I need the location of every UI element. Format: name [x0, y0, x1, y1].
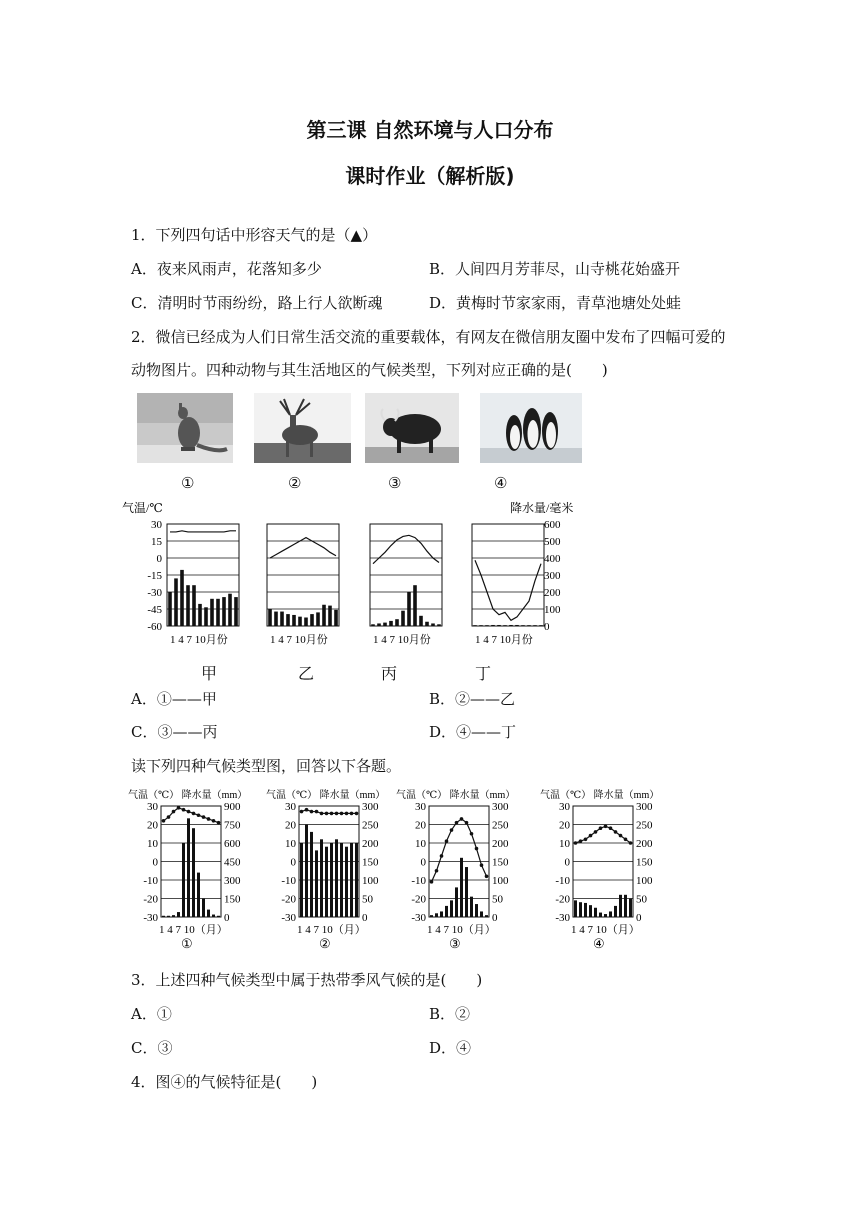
precip-bar — [407, 592, 411, 626]
precip-bar — [210, 599, 214, 626]
temp-tick-label: -20 — [281, 893, 296, 906]
temp-point — [207, 817, 211, 821]
precip-bar — [197, 873, 200, 917]
panel-label-bing: 丙 — [381, 664, 398, 683]
temp-tick-label: -30 — [143, 912, 158, 924]
precip-bar — [431, 623, 435, 626]
precip-tick-label: 300 — [492, 801, 509, 813]
precip-bar — [419, 616, 423, 626]
temp-point — [614, 830, 618, 834]
temp-tick-label: 15 — [151, 536, 162, 548]
precip-bar — [574, 900, 577, 917]
precip-bar — [604, 914, 607, 917]
climate-charts-set-1 — [120, 498, 600, 680]
panel-label-jia: 甲 — [201, 664, 218, 683]
precip-bar — [473, 625, 477, 626]
precip-bar — [172, 915, 175, 917]
temp-tick-label: -15 — [147, 570, 162, 582]
precip-tick-label: 0 — [636, 912, 642, 924]
chart-panel-丁 — [472, 524, 544, 626]
precip-bar — [334, 610, 338, 626]
precip-tick-label: 200 — [636, 838, 653, 850]
month-axis-label: 1 4 7 10（月） — [571, 924, 640, 936]
temp-line — [373, 535, 439, 563]
panel-number-label: ④ — [593, 936, 605, 951]
temp-line — [432, 819, 487, 882]
precip-bar — [182, 843, 185, 917]
precip-bar — [305, 825, 308, 918]
temp-point — [197, 813, 201, 817]
precip-tick-label: 150 — [636, 856, 653, 869]
precip-tick-label: 300 — [636, 801, 653, 813]
penguins-photo — [480, 393, 582, 463]
precip-bar — [345, 847, 348, 917]
month-axis-label: 1 4 7 10（月） — [159, 924, 228, 936]
precip-bar — [330, 843, 333, 917]
temp-point — [485, 875, 489, 879]
q2-option-a: A．①——甲 — [131, 690, 217, 708]
temp-point — [584, 838, 588, 842]
precip-tick-label: 0 — [362, 912, 368, 924]
photo-label-1: ① — [181, 474, 195, 492]
temp-tick-label: -30 — [555, 912, 570, 924]
temp-tick-label: 0 — [564, 856, 570, 869]
temp-point — [187, 810, 191, 814]
month-axis-label: 1 4 7 10月份 — [475, 634, 533, 646]
temp-point — [167, 815, 171, 819]
precip-tick-label: 250 — [636, 819, 653, 832]
precip-tick-label: 250 — [362, 819, 379, 832]
temp-point — [445, 839, 449, 843]
precip-tick-label: 50 — [492, 893, 503, 906]
axis-header: 气温（℃） 降水量（mm） — [396, 790, 516, 801]
precip-bar — [594, 908, 597, 917]
temp-line — [576, 826, 631, 843]
precip-bar — [589, 905, 592, 917]
precip-bar — [187, 818, 190, 917]
month-axis-label: 1 4 7 10（月） — [427, 924, 496, 936]
temp-point — [430, 880, 434, 884]
q2-stem-line2: 动物图片。四种动物与其生活地区的气候类型，下列对应正确的是( ) — [131, 361, 608, 379]
precip-tick-label: 200 — [362, 838, 379, 850]
q1-option-a: A．夜来风雨声，花落知多少 — [131, 260, 322, 278]
precip-bar — [445, 906, 448, 917]
precip-tick-label: 50 — [636, 893, 647, 906]
precip-bar — [491, 625, 495, 626]
precip-bar — [599, 913, 602, 917]
precip-bar — [340, 843, 343, 917]
temp-tick-label: -20 — [143, 893, 158, 906]
precip-bar — [465, 867, 468, 917]
precip-tick-label: 300 — [224, 875, 241, 887]
q4-stem: 4．图④的气候特征是( ) — [131, 1073, 318, 1091]
temp-point — [192, 812, 196, 816]
temp-point — [460, 817, 464, 821]
precip-tick-label: 100 — [492, 875, 509, 887]
precip-tick-label: 50 — [362, 893, 373, 906]
precip-tick-label: 150 — [362, 856, 379, 869]
temp-point — [177, 806, 181, 810]
temp-tick-label: -45 — [147, 604, 162, 616]
precip-bar — [168, 592, 172, 626]
temp-tick-label: -10 — [411, 875, 426, 887]
temp-point — [450, 828, 454, 832]
precip-bar — [509, 625, 513, 626]
precip-bar — [216, 599, 220, 626]
temp-point — [475, 847, 479, 851]
q1-option-b: B．人间四月芳菲尽，山寺桃花始盛开 — [429, 260, 681, 278]
q2-option-d: D．④——丁 — [429, 723, 517, 741]
precip-bar — [377, 623, 381, 626]
page-subtitle: 课时作业（解析版) — [345, 164, 515, 188]
precip-bar — [212, 915, 215, 917]
temp-tick-label: 30 — [285, 801, 296, 813]
precip-tick-label: 150 — [224, 893, 241, 906]
temp-point — [340, 812, 344, 816]
precip-bar — [460, 858, 463, 917]
precip-bar — [192, 828, 195, 917]
precip-bar — [202, 899, 205, 918]
temp-point — [325, 812, 329, 816]
temp-tick-label: 30 — [415, 801, 426, 813]
precip-bar — [395, 619, 399, 626]
precip-tick-label: 0 — [224, 912, 230, 924]
temp-point — [599, 826, 603, 830]
temp-tick-label: 10 — [415, 838, 426, 850]
precip-bar — [401, 611, 405, 626]
month-axis-label: 1 4 7 10月份 — [170, 634, 228, 646]
precip-bar — [286, 614, 290, 626]
precip-bar — [435, 913, 438, 917]
precip-bar — [304, 618, 308, 627]
temp-line — [475, 560, 541, 620]
yak-photo — [365, 393, 459, 463]
precip-bar — [479, 625, 483, 626]
precip-bar — [192, 585, 196, 626]
precip-bar — [325, 847, 328, 917]
precip-tick-label: 600 — [224, 838, 241, 850]
temp-tick-label: -10 — [281, 875, 296, 887]
temp-point — [162, 819, 166, 823]
precip-bar — [198, 604, 202, 626]
q1-option-c: C．清明时节雨纷纷，路上行人欲断魂 — [131, 294, 383, 312]
q3-option-b: B．② — [429, 1005, 471, 1023]
precip-bar — [371, 624, 375, 626]
precip-bar — [455, 887, 458, 917]
precip-bar — [609, 911, 612, 917]
precip-tick-label: 750 — [224, 819, 241, 832]
chart-panel-① — [161, 806, 221, 917]
precip-tick-label: 300 — [362, 801, 379, 813]
precip-bar — [322, 605, 326, 626]
q2-option-c: C．③——丙 — [131, 723, 218, 741]
temp-point — [350, 812, 354, 816]
precip-tick-label: 200 — [492, 838, 509, 850]
temp-tick-label: 10 — [285, 838, 296, 850]
photo-label-4: ④ — [494, 474, 508, 492]
precip-bar — [310, 832, 313, 917]
precip-bar — [521, 625, 525, 626]
temp-point — [579, 839, 583, 843]
precip-bar — [619, 895, 622, 917]
temp-point — [609, 826, 613, 830]
precip-bar — [413, 585, 417, 626]
temp-tick-label: -10 — [555, 875, 570, 887]
panel-number-label: ① — [181, 936, 193, 951]
temp-point — [320, 812, 324, 816]
panel-number-label: ② — [319, 936, 331, 951]
q3-option-c: C．③ — [131, 1039, 173, 1057]
chart-panel-乙 — [267, 524, 339, 626]
panel-label-ding: 丁 — [475, 664, 492, 683]
temp-tick-label: 0 — [156, 553, 162, 565]
precip-bar — [430, 915, 433, 917]
precip-bar — [228, 594, 232, 626]
precip-tick-label: 400 — [544, 553, 561, 565]
precip-tick-label: 300 — [544, 570, 561, 582]
precip-bar — [389, 621, 393, 626]
precip-bar — [480, 911, 483, 917]
precip-bar — [234, 597, 238, 626]
precip-bar — [539, 625, 543, 626]
q3-option-d: D．④ — [429, 1039, 472, 1057]
precip-bar — [485, 625, 489, 626]
precip-bar — [350, 843, 353, 917]
precip-bar — [167, 916, 170, 917]
axis-title-temp: 气温/℃ — [122, 501, 163, 515]
temp-point — [470, 832, 474, 836]
precip-bar — [425, 622, 429, 626]
precip-tick-label: 100 — [362, 875, 379, 887]
precip-bar — [315, 850, 318, 917]
temp-point — [619, 834, 623, 838]
precip-bar — [162, 916, 165, 917]
precip-bar — [579, 902, 582, 917]
temp-point — [315, 810, 319, 814]
temp-tick-label: -30 — [147, 587, 162, 599]
precip-bar — [624, 895, 627, 917]
temp-tick-label: -20 — [555, 893, 570, 906]
q2-stem-line1: 2．微信已经成为人们日常生活交流的重要载体，有网友在微信朋友圈中发布了四幅可爱的 — [131, 328, 726, 346]
kangaroo-photo — [137, 393, 233, 463]
chart-panel-甲 — [167, 524, 239, 626]
chart-panel-③ — [429, 806, 489, 917]
axis-header: 气温（℃） 降水量（mm） — [540, 790, 660, 801]
temp-tick-label: -20 — [411, 893, 426, 906]
temp-point — [335, 812, 339, 816]
precip-bar — [204, 607, 208, 626]
precip-bar — [383, 623, 387, 626]
chart-panel-④ — [573, 806, 633, 917]
q1-option-d: D．黄梅时节家家雨，青草池塘处处蛙 — [429, 294, 682, 312]
temp-tick-label: 30 — [147, 801, 158, 813]
temp-point — [435, 869, 439, 873]
precip-bar — [450, 900, 453, 917]
temp-point — [465, 821, 469, 825]
precip-bar — [629, 899, 632, 918]
temp-tick-label: -60 — [147, 621, 162, 633]
precip-tick-label: 600 — [544, 519, 561, 531]
temp-tick-label: 10 — [559, 838, 570, 850]
temp-point — [480, 863, 484, 867]
precip-tick-label: 150 — [492, 856, 509, 869]
precip-bar — [217, 916, 220, 917]
precip-tick-label: 0 — [492, 912, 498, 924]
precip-bar — [355, 843, 358, 917]
temp-tick-label: -30 — [281, 912, 296, 924]
precip-bar — [316, 612, 320, 626]
temp-line — [170, 531, 236, 532]
page-title: 第三课 自然环境与人口分布 — [306, 118, 554, 142]
temp-point — [355, 812, 359, 816]
precip-bar — [440, 911, 443, 917]
temp-tick-label: 0 — [420, 856, 426, 869]
axis-header: 气温（℃） 降水量（mm） — [266, 790, 386, 801]
temp-point — [604, 825, 608, 829]
temp-tick-label: 30 — [151, 519, 162, 531]
temp-point — [594, 830, 598, 834]
temp-point — [202, 815, 206, 819]
temp-point — [172, 810, 176, 814]
month-axis-label: 1 4 7 10月份 — [373, 634, 431, 646]
precip-bar — [298, 617, 302, 626]
precip-bar — [177, 912, 180, 917]
temp-point — [300, 810, 304, 814]
precip-bar — [475, 904, 478, 917]
precip-bar — [497, 625, 501, 626]
axis-title-precip: 降水量/毫米 — [510, 501, 574, 515]
reindeer-photo — [254, 393, 351, 463]
precip-bar — [280, 612, 284, 626]
precip-bar — [300, 843, 303, 917]
temp-point — [310, 810, 314, 814]
precip-tick-label: 0 — [544, 621, 550, 633]
month-axis-label: 1 4 7 10月份 — [270, 634, 328, 646]
precip-bar — [292, 615, 296, 626]
precip-bar — [470, 897, 473, 917]
temp-point — [217, 821, 221, 825]
temp-point — [455, 821, 459, 825]
temp-tick-label: 20 — [415, 819, 426, 832]
precip-bar — [503, 625, 507, 626]
temp-point — [212, 819, 216, 823]
precip-bar — [437, 624, 441, 626]
precip-bar — [527, 625, 531, 626]
precip-bar — [485, 915, 488, 917]
temp-line — [164, 808, 219, 823]
photo-label-3: ③ — [388, 474, 402, 492]
precip-bar — [222, 597, 226, 626]
precip-bar — [274, 612, 278, 626]
intro-text: 读下列四种气候类型图，回答以下各题。 — [131, 757, 402, 775]
temp-point — [182, 808, 186, 812]
temp-point — [624, 838, 628, 842]
precip-bar — [584, 903, 587, 917]
temp-tick-label: 20 — [147, 819, 158, 832]
precip-bar — [207, 910, 210, 917]
chart-panel-丙 — [370, 524, 442, 626]
temp-point — [629, 841, 633, 845]
axis-header: 气温（℃） 降水量（mm） — [128, 790, 248, 801]
precip-bar — [335, 839, 338, 917]
precip-tick-label: 250 — [492, 819, 509, 832]
precip-tick-label: 100 — [544, 604, 561, 616]
temp-point — [330, 812, 334, 816]
panel-number-label: ③ — [449, 936, 461, 951]
precip-tick-label: 450 — [224, 856, 241, 869]
precip-bar — [268, 609, 272, 626]
temp-tick-label: 0 — [152, 856, 158, 869]
precip-bar — [180, 570, 184, 626]
precip-bar — [533, 625, 537, 626]
temp-tick-label: 20 — [559, 819, 570, 832]
temp-point — [589, 834, 593, 838]
precip-bar — [310, 614, 314, 626]
precip-bar — [328, 606, 332, 626]
temp-point — [574, 841, 578, 845]
precip-tick-label: 900 — [224, 801, 241, 813]
q3-stem: 3．上述四种气候类型中属于热带季风气候的是( ) — [131, 971, 483, 989]
chart-panel-② — [299, 806, 359, 917]
precip-tick-label: 100 — [636, 875, 653, 887]
precip-tick-label: 500 — [544, 536, 561, 548]
precip-bar — [174, 578, 178, 626]
precip-bar — [515, 625, 519, 626]
precip-bar — [614, 906, 617, 917]
precip-tick-label: 200 — [544, 587, 561, 599]
temp-tick-label: -30 — [411, 912, 426, 924]
temp-tick-label: -10 — [143, 875, 158, 887]
temp-tick-label: 30 — [559, 801, 570, 813]
climate-charts-set-2 — [128, 786, 700, 956]
precip-bar — [320, 839, 323, 917]
precip-bar — [186, 585, 190, 626]
q2-option-b: B．②——乙 — [429, 690, 516, 708]
temp-point — [305, 808, 309, 812]
photo-label-2: ② — [288, 474, 302, 492]
q3-option-a: A．① — [131, 1005, 172, 1023]
q1-stem: 1．下列四句话中形容天气的是（▲） — [131, 226, 378, 244]
temp-tick-label: 0 — [290, 856, 296, 869]
temp-point — [345, 812, 349, 816]
panel-label-yi: 乙 — [298, 664, 315, 683]
temp-tick-label: 10 — [147, 838, 158, 850]
month-axis-label: 1 4 7 10（月） — [297, 924, 366, 936]
temp-tick-label: 20 — [285, 819, 296, 832]
temp-point — [440, 854, 444, 858]
